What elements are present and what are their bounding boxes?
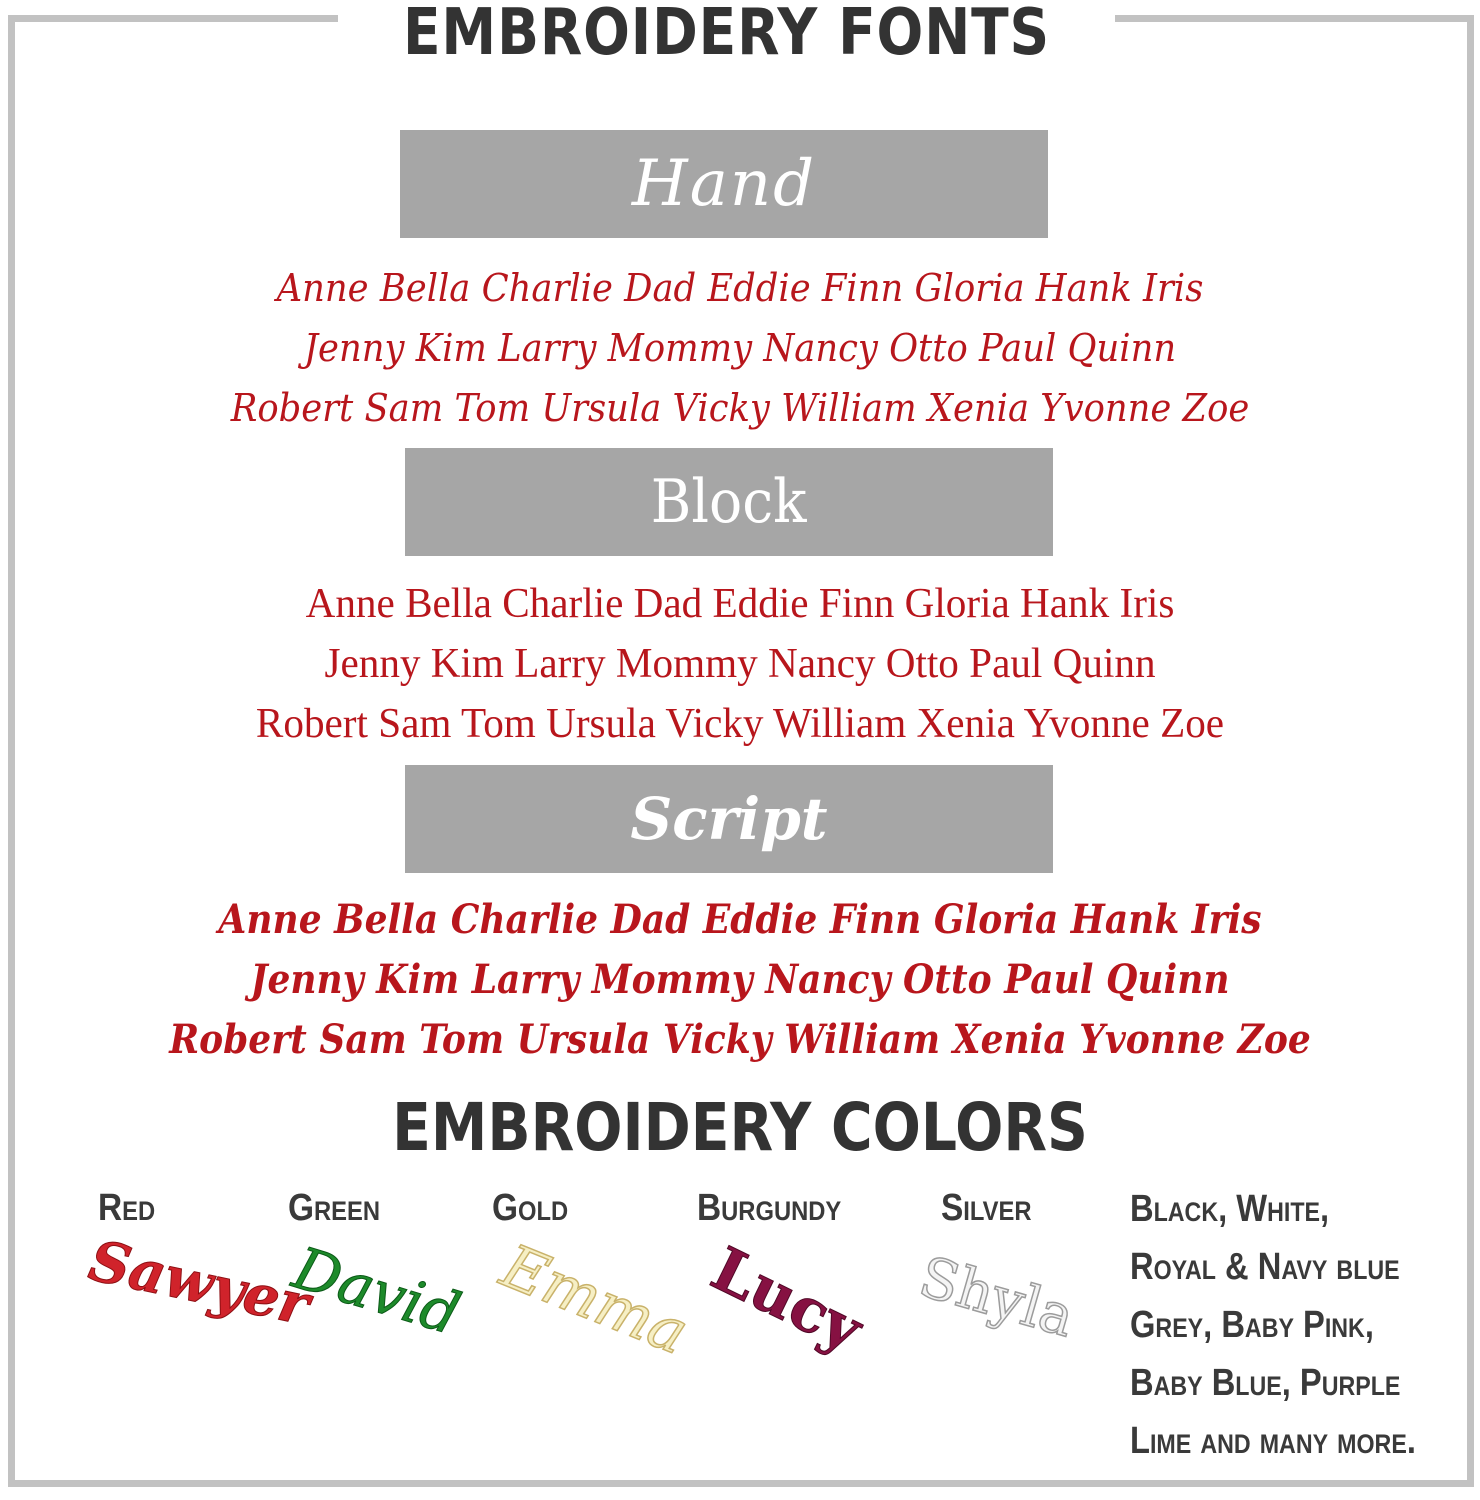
- font-sample-hand: [0, 258, 1480, 438]
- font-name-hand: Hand: [631, 147, 817, 221]
- swatch-sample-gold: Emma: [491, 1231, 698, 1369]
- frame-top-left: [8, 15, 338, 22]
- sample-line: Jenny Kim Larry Mommy Nancy Otto Paul Quinn: [324, 641, 1156, 687]
- colors-title: EMBROIDERY COLORS: [392, 1089, 1088, 1166]
- more-colors-line: Grey, Baby Pink,: [1130, 1304, 1374, 1346]
- sample-line: Anne Bella Charlie Dad Eddie Finn Gloria Hank Iris: [218, 896, 1262, 943]
- fonts-title: EMBROIDERY FONTS: [402, 0, 1051, 70]
- more-colors-line: Royal & Navy blue: [1130, 1246, 1400, 1288]
- swatch-sample-green: David: [285, 1233, 468, 1349]
- font-name-script: Script: [630, 785, 828, 853]
- more-colors-line: Lime and many more.: [1130, 1420, 1416, 1462]
- sample-line: Robert Sam Tom Ursula Vicky William Xenia Yvonne Zoe: [255, 701, 1225, 747]
- sample-line: Anne Bella Charlie Dad Eddie Finn Gloria Hank Iris: [276, 266, 1204, 310]
- more-colors-line: Black, White,: [1130, 1188, 1330, 1230]
- sample-line: Anne Bella Charlie Dad Eddie Finn Gloria Hank Iris: [305, 581, 1175, 627]
- more-colors-list: [1130, 1180, 1462, 1470]
- swatch-sample-silver: Shyla: [912, 1244, 1082, 1351]
- swatch-label-gold: Gold: [492, 1187, 569, 1229]
- swatch-label-burgundy: Burgundy: [697, 1187, 842, 1229]
- font-banner-script: [405, 765, 1053, 873]
- sample-line: Jenny Kim Larry Mommy Nancy Otto Paul Quinn: [250, 956, 1230, 1003]
- swatch-sample-red: Sawyer: [83, 1227, 316, 1339]
- sample-line: Jenny Kim Larry Mommy Nancy Otto Paul Quinn: [303, 326, 1177, 370]
- swatch-label-green: Green: [288, 1187, 381, 1229]
- frame-top-right: [1115, 15, 1467, 22]
- sample-line: Robert Sam Tom Ursula Vicky William Xenia Yvonne Zoe: [169, 1016, 1311, 1063]
- sample-line: Robert Sam Tom Ursula Vicky William Xenia Yvonne Zoe: [230, 386, 1250, 430]
- more-colors-line: Baby Blue, Purple: [1130, 1362, 1401, 1404]
- font-banner-block: [405, 448, 1053, 556]
- font-sample-block: [0, 574, 1480, 754]
- font-banner-hand: [400, 130, 1048, 238]
- swatch-label-silver: Silver: [941, 1187, 1032, 1229]
- swatch-label-red: Red: [98, 1187, 156, 1229]
- font-name-block: Block: [651, 467, 807, 537]
- swatch-sample-burgundy: Lucy: [700, 1234, 873, 1366]
- font-sample-script: [0, 890, 1480, 1070]
